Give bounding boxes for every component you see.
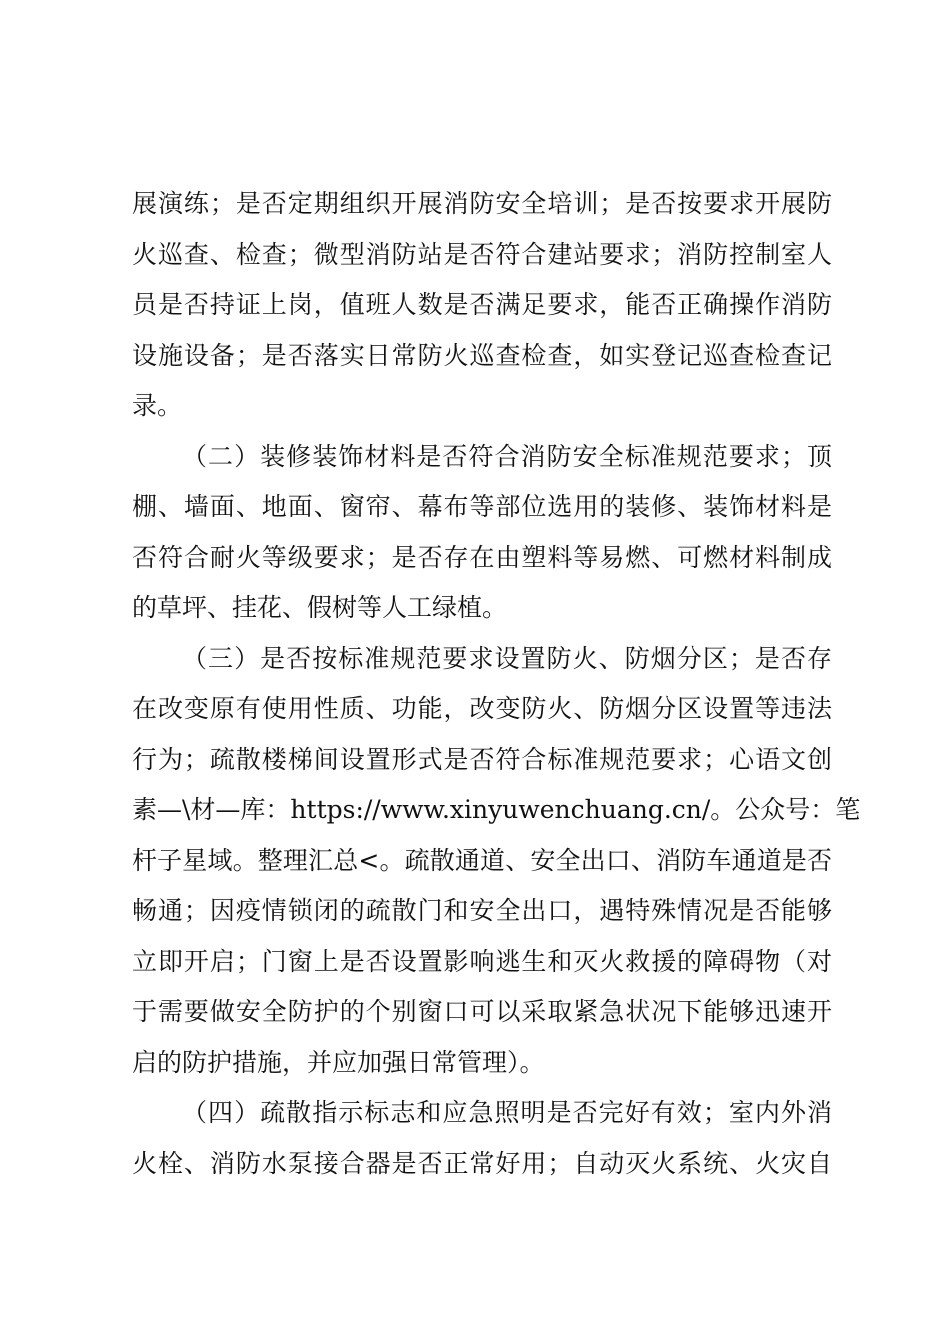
text-line: 员是否持证上岗，值班人数是否满足要求，能否正确操作消防: [132, 290, 832, 319]
text-line: 展演练；是否定期组织开展消防安全培训；是否按要求开展防: [132, 189, 832, 218]
text-line: 否符合耐火等级要求；是否存在由塑料等易燃、可燃材料制成: [132, 542, 832, 572]
text-line: 火巡查、检查；微型消防站是否符合建站要求；消防控制室人: [132, 239, 832, 269]
text-line: 棚、墙面、地面、窗帘、幕布等部位选用的装修、装饰材料是: [132, 492, 832, 521]
document-body: [132, 179, 861, 1189]
text-line: 于需要做安全防护的个别窗口可以采取紧急状况下能够迅速开: [132, 997, 832, 1026]
paragraph-4-start: （四）疏散指示标志和应急照明是否完好有效；室内外消: [182, 1098, 832, 1127]
text-line: 在改变原有使用性质、功能，改变防火、防烟分区设置等违法: [132, 694, 832, 723]
paragraph-2-start: （二）装修装饰材料是否符合消防安全标准规范要求；顶: [182, 441, 832, 471]
text-line: 行为；疏散楼梯间设置形式是否符合标准规范要求；心语文创: [132, 744, 832, 774]
text-line: 录。: [132, 391, 183, 420]
text-line: 火栓、消防水泵接合器是否正常好用；自动灭火系统、火灾自: [132, 1148, 832, 1178]
text-line: 畅通；因疫情锁闭的疏散门和安全出口，遇特殊情况是否能够: [132, 896, 832, 925]
text-line: 启的防护措施，并应加强日常管理）。: [132, 1047, 545, 1077]
text-line: 的草坪、挂花、假树等人工绿植。: [132, 593, 508, 622]
text-line: 设施设备；是否落实日常防火巡查检查，如实登记巡查检查记: [132, 340, 832, 370]
text-line: 立即开启；门窗上是否设置影响逃生和灭火救援的障碍物（对: [132, 946, 832, 976]
text-line: 杆子星域。整理汇总<。疏散通道、安全出口、消防车通道是否: [132, 845, 832, 875]
paragraph-3-start: （三）是否按标准规范要求设置防火、防烟分区；是否存: [182, 643, 832, 673]
text-line: 素—\材—库：https://www.xinyuwenchuang.cn/。公众号：笔: [132, 795, 861, 824]
